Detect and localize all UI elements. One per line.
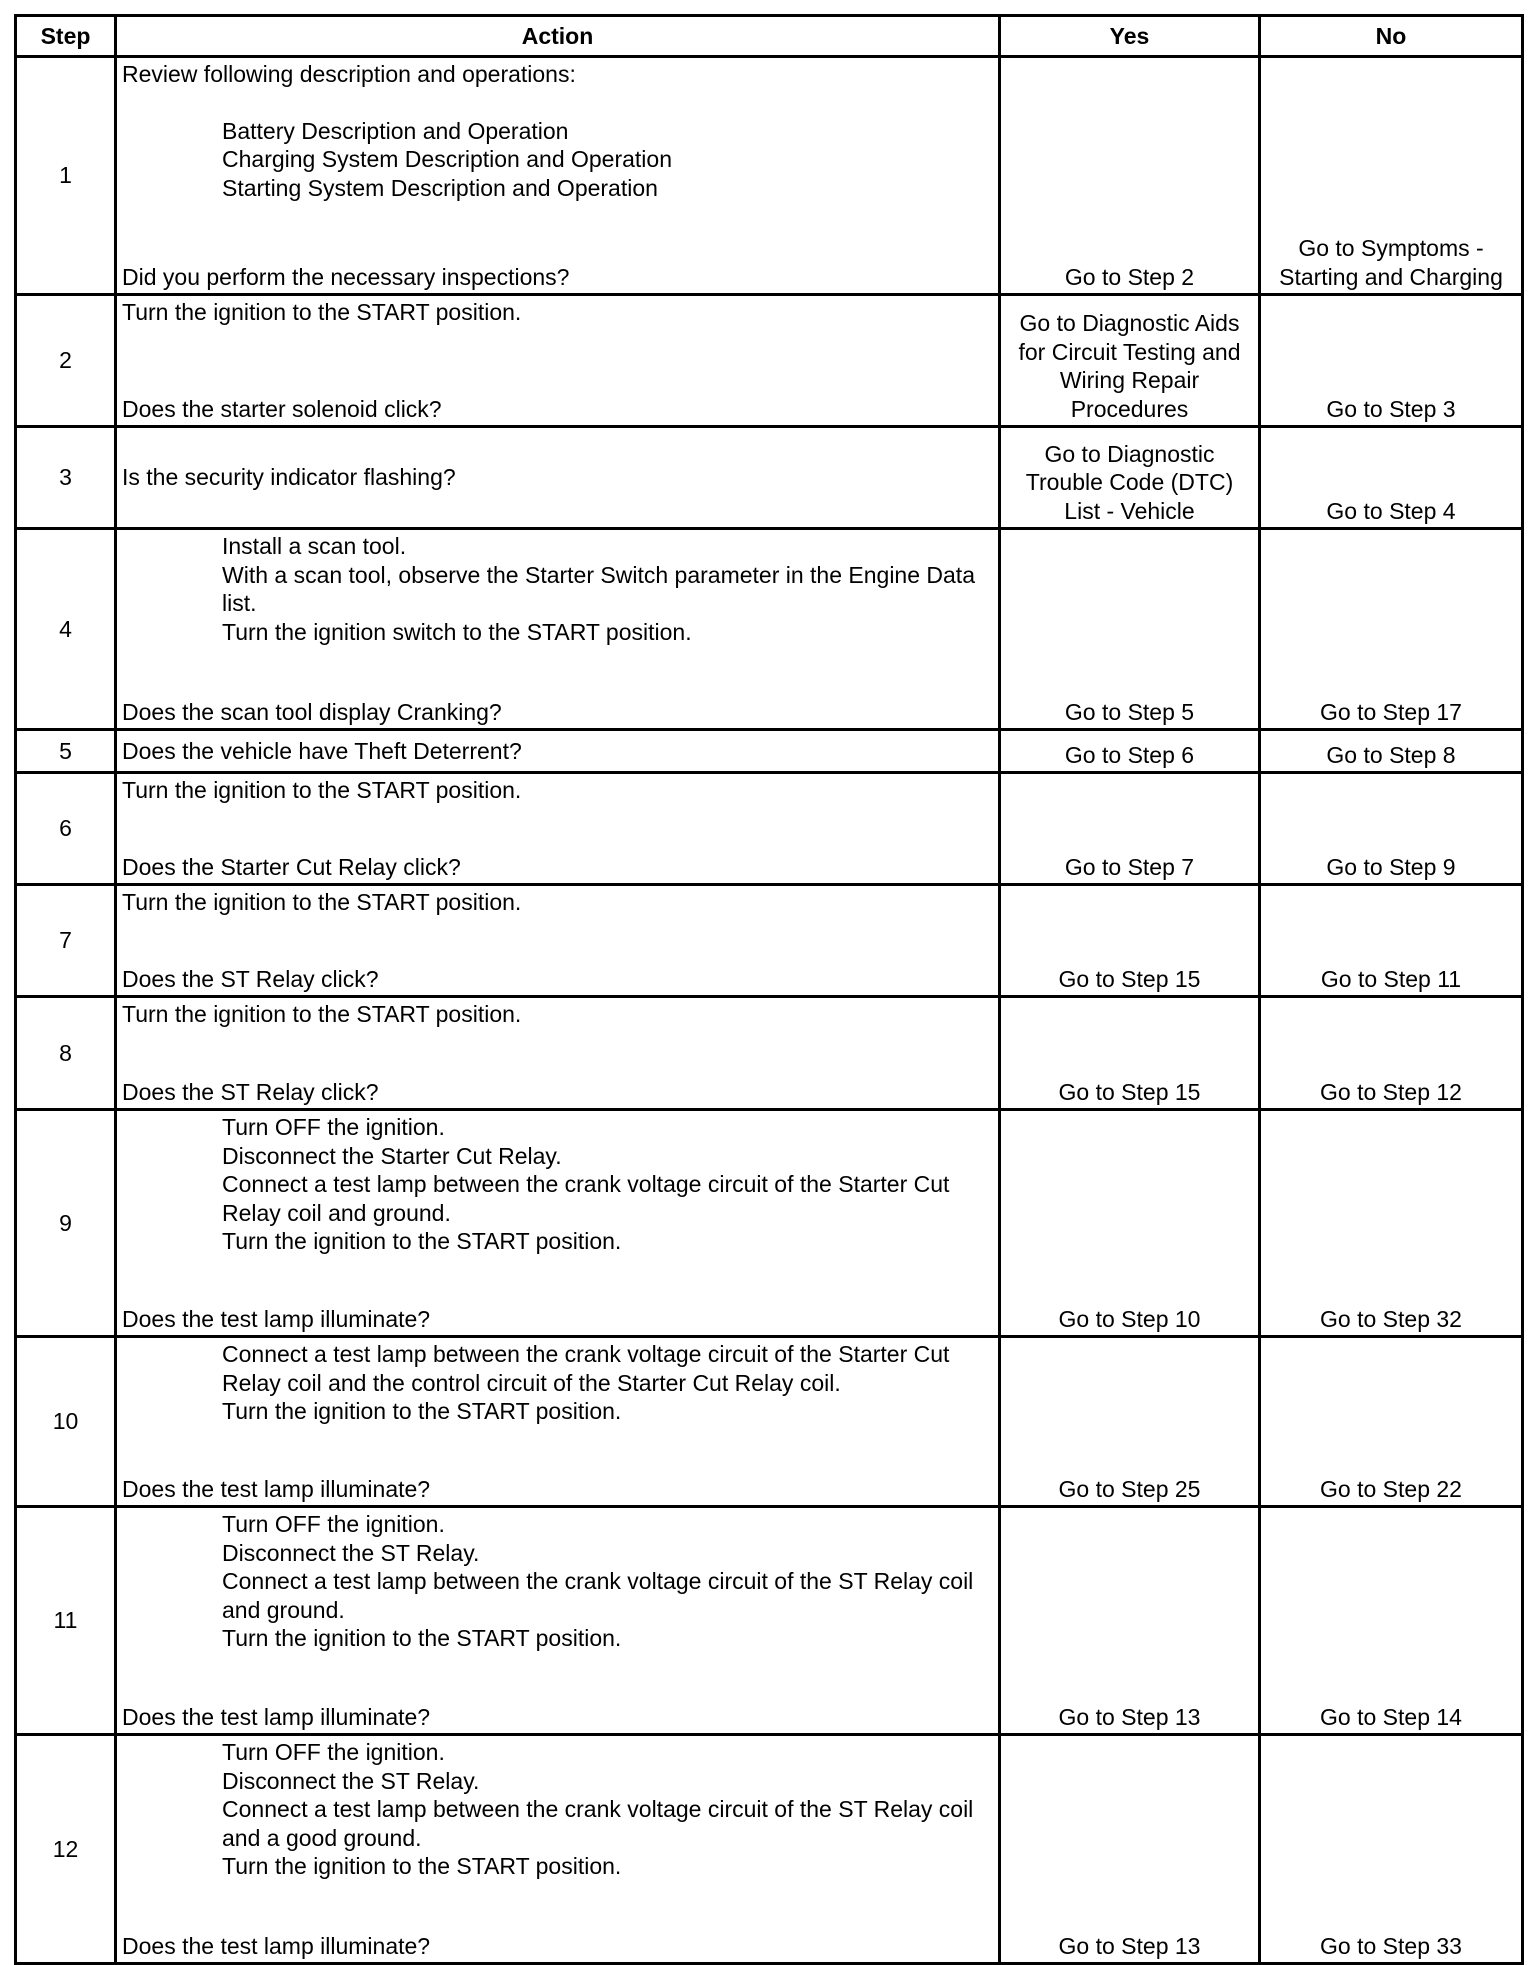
action-step: Turn the ignition switch to the START position. (222, 618, 692, 645)
no-result: Go to Step 3 (1260, 295, 1523, 427)
step-number: 8 (16, 997, 116, 1110)
yes-result: Go to Step 5 (1000, 529, 1260, 730)
yes-result: Go to Diagnostic Aids for Circuit Testing and Wiring Repair Procedures (1000, 295, 1260, 427)
table-row (16, 1735, 1523, 1964)
action-content (117, 998, 998, 1108)
no-result: Go to Step 12 (1260, 997, 1523, 1110)
no-result: Go to Step 14 (1260, 1507, 1523, 1735)
action-content (117, 1736, 998, 1962)
action-question: Does the scan tool display Cranking? (122, 698, 502, 725)
action-instructions (122, 60, 993, 202)
action-content (117, 1111, 998, 1335)
action-step: Connect a test lamp between the crank voltage circuit of the ST Relay coil and ground. (222, 1568, 974, 1623)
table-row (16, 1507, 1523, 1735)
table-row (16, 529, 1523, 730)
action-step: Turn OFF the ignition. (222, 1511, 445, 1537)
action-cell (116, 773, 1000, 885)
action-content (117, 428, 998, 527)
action-instructions (122, 776, 993, 805)
action-content (117, 1508, 998, 1733)
action-question: Does the test lamp illuminate? (122, 1703, 431, 1730)
no-result: Go to Step 8 (1260, 730, 1523, 773)
action-step: Turn OFF the ignition. (222, 1739, 445, 1765)
no-result: Go to Step 11 (1260, 885, 1523, 997)
action-steps (122, 1113, 993, 1256)
action-cell (116, 997, 1000, 1110)
table-row (16, 57, 1523, 295)
header-no: No (1260, 16, 1523, 57)
action-content (117, 886, 998, 995)
action-steps (122, 1340, 993, 1426)
table-row (16, 773, 1523, 885)
step-number: 3 (16, 427, 116, 529)
diagnostic-table (14, 14, 1524, 1965)
step-number: 12 (16, 1735, 116, 1964)
action-step: Turn the ignition to the START position. (122, 777, 522, 803)
no-result: Go to Symptoms - Starting and Charging (1260, 57, 1523, 295)
action-instructions (122, 1113, 993, 1256)
yes-result: Go to Step 6 (1000, 730, 1260, 773)
table-row (16, 1337, 1523, 1507)
action-instructions (122, 298, 993, 327)
action-step: Turn the ignition to the START position. (122, 1001, 522, 1027)
yes-result: Go to Step 13 (1000, 1735, 1260, 1964)
action-step: Turn the ignition to the START position. (222, 1398, 622, 1424)
table-row (16, 295, 1523, 427)
action-question: Does the vehicle have Theft Deterrent? (122, 737, 522, 764)
action-steps (122, 888, 993, 917)
action-steps (122, 776, 993, 805)
action-cell (116, 1507, 1000, 1735)
action-step: Turn the ignition to the START position. (122, 299, 522, 325)
action-content (117, 296, 998, 425)
action-instructions (122, 1510, 993, 1653)
action-question: Does the ST Relay click? (122, 965, 379, 992)
yes-result: Go to Step 15 (1000, 997, 1260, 1110)
yes-result: Go to Step 25 (1000, 1337, 1260, 1507)
no-result: Go to Step 4 (1260, 427, 1523, 529)
action-cell (116, 1110, 1000, 1337)
action-step: Turn the ignition to the START position. (222, 1853, 622, 1879)
header-row (16, 16, 1523, 57)
no-result: Go to Step 22 (1260, 1337, 1523, 1507)
step-number: 7 (16, 885, 116, 997)
action-cell (116, 1735, 1000, 1964)
action-step: Starting System Description and Operation (222, 174, 658, 201)
action-content (117, 1338, 998, 1505)
action-cell (116, 57, 1000, 295)
action-content (117, 58, 998, 293)
action-steps (122, 117, 993, 203)
yes-result: Go to Step 13 (1000, 1507, 1260, 1735)
action-question: Does the starter solenoid click? (122, 395, 442, 422)
no-result: Go to Step 32 (1260, 1110, 1523, 1337)
table-row (16, 997, 1523, 1110)
action-step: Turn the ignition to the START position. (222, 1625, 622, 1651)
action-question: Is the security indicator flashing? (122, 464, 456, 491)
action-cell (116, 1337, 1000, 1507)
no-result: Go to Step 9 (1260, 773, 1523, 885)
action-step: Charging System Description and Operation (222, 146, 673, 172)
action-cell (116, 529, 1000, 730)
table-row (16, 427, 1523, 529)
action-step: Turn OFF the ignition. (222, 1114, 445, 1140)
table-row (16, 1110, 1523, 1337)
action-question: Does the Starter Cut Relay click? (122, 853, 461, 880)
action-step: Disconnect the ST Relay. (222, 1767, 480, 1794)
action-question: Did you perform the necessary inspections? (122, 263, 570, 290)
no-result: Go to Step 17 (1260, 529, 1523, 730)
table-row (16, 730, 1523, 773)
action-step: Turn the ignition to the START position. (222, 1228, 622, 1254)
action-step: With a scan tool, observe the Starter Switch parameter in the Engine Data list. (222, 561, 975, 616)
action-content (117, 530, 998, 728)
action-instructions (122, 1340, 993, 1426)
action-instructions (122, 1000, 993, 1029)
action-cell (116, 730, 1000, 773)
action-instructions (122, 1738, 993, 1881)
action-instructions (122, 888, 993, 917)
yes-result: Go to Diagnostic Trouble Code (DTC) List - Vehicle (1000, 427, 1260, 529)
action-cell (116, 295, 1000, 427)
action-step: Disconnect the Starter Cut Relay. (222, 1142, 562, 1169)
yes-result: Go to Step 2 (1000, 57, 1260, 295)
action-step: Install a scan tool. (222, 533, 407, 559)
action-step: Connect a test lamp between the crank voltage circuit of the ST Relay coil and a good ground. (222, 1796, 974, 1851)
step-number: 6 (16, 773, 116, 885)
action-question: Does the test lamp illuminate? (122, 1305, 431, 1332)
action-question: Does the test lamp illuminate? (122, 1475, 431, 1502)
step-number: 5 (16, 730, 116, 773)
action-steps (122, 532, 993, 646)
action-question: Does the ST Relay click? (122, 1078, 379, 1105)
action-content (117, 731, 998, 771)
header-yes: Yes (1000, 16, 1260, 57)
step-number: 1 (16, 57, 116, 295)
action-step: Disconnect the ST Relay. (222, 1539, 480, 1566)
action-cell (116, 427, 1000, 529)
step-number: 2 (16, 295, 116, 427)
action-step: Battery Description and Operation (222, 117, 569, 144)
action-step: Connect a test lamp between the crank voltage circuit of the Starter Cut Relay coil and the control circuit of the Starter Cut Relay coil. (222, 1341, 950, 1396)
action-question: Does the test lamp illuminate? (122, 1932, 431, 1959)
step-number: 10 (16, 1337, 116, 1507)
header-step: Step (16, 16, 116, 57)
yes-result: Go to Step 7 (1000, 773, 1260, 885)
action-cell (116, 885, 1000, 997)
action-steps (122, 1000, 993, 1029)
step-number: 11 (16, 1507, 116, 1735)
action-content (117, 774, 998, 883)
step-number: 9 (16, 1110, 116, 1337)
no-result: Go to Step 33 (1260, 1735, 1523, 1964)
action-step: Turn the ignition to the START position. (122, 889, 522, 915)
action-instructions (122, 532, 993, 646)
action-intro: Review following description and operations: (122, 61, 576, 87)
step-number: 4 (16, 529, 116, 730)
yes-result: Go to Step 10 (1000, 1110, 1260, 1337)
action-step: Connect a test lamp between the crank voltage circuit of the Starter Cut Relay coil and ground. (222, 1171, 950, 1226)
header-action: Action (116, 16, 1000, 57)
action-steps (122, 1510, 993, 1653)
action-steps (122, 1738, 993, 1881)
table-row (16, 885, 1523, 997)
yes-result: Go to Step 15 (1000, 885, 1260, 997)
action-steps (122, 298, 993, 327)
